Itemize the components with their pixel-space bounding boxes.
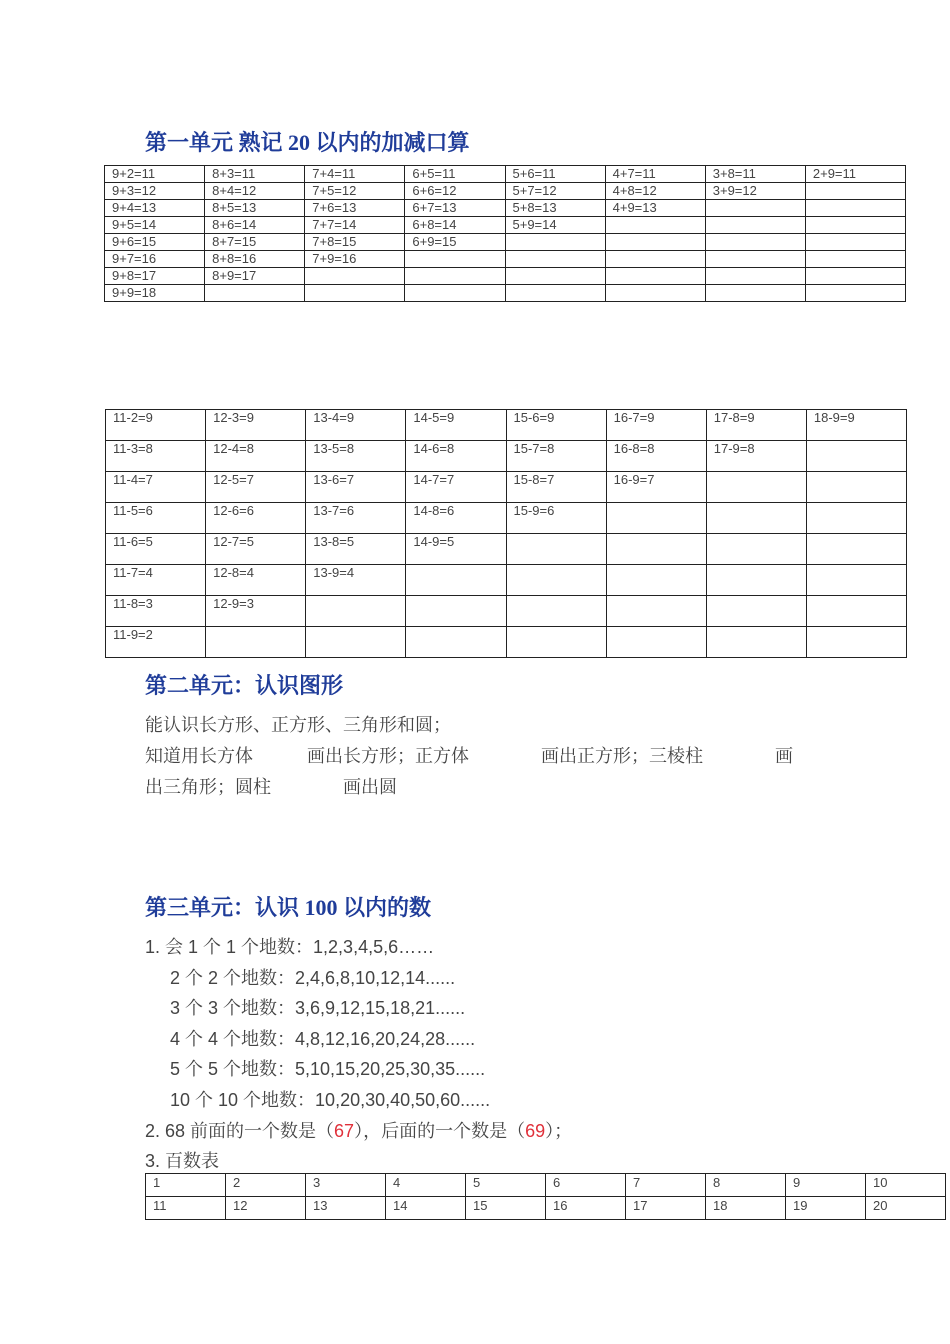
table-cell: 8+4=12 (205, 183, 305, 200)
count-line-3: 3 个 3 个地数：3,6,9,12,15,18,21...... (170, 998, 466, 1018)
table-cell: 13-9=4 (306, 565, 406, 596)
table-cell: 14-9=5 (406, 534, 506, 565)
unit2-line-3: 出三角形；圆柱 画出圆 (145, 777, 397, 798)
table-cell: 7+8=15 (305, 234, 405, 251)
table-cell: 13 (306, 1197, 386, 1220)
table-cell (705, 285, 805, 302)
table-cell: 13-5=8 (306, 441, 406, 472)
table-cell: 4 (386, 1174, 466, 1197)
table-cell: 14-7=7 (406, 472, 506, 503)
table-cell: 16-8=8 (606, 441, 706, 472)
count-line-1: 1. 会 1 个 1 个地数：1,2,3,4,5,6…… (145, 937, 435, 957)
table-cell (706, 472, 806, 503)
q2-answer-after: 69 (525, 1121, 546, 1141)
table-cell: 11-8=3 (106, 596, 206, 627)
table-cell: 11 (146, 1197, 226, 1220)
table-cell: 8+3=11 (205, 166, 305, 183)
table-cell: 14 (386, 1197, 466, 1220)
table-cell: 6+8=14 (405, 217, 505, 234)
table-cell: 11-4=7 (106, 472, 206, 503)
table-cell: 11-2=9 (106, 410, 206, 441)
table-cell: 12-9=3 (206, 596, 306, 627)
count-line-2: 2 个 2 个地数：2,4,6,8,10,12,14...... (170, 968, 456, 988)
table-cell: 12-3=9 (206, 410, 306, 441)
table-cell: 5+9=14 (505, 217, 605, 234)
subtraction-row (106, 441, 907, 472)
table-cell (805, 183, 905, 200)
table-cell: 8+9=17 (205, 268, 305, 285)
table-cell: 3+9=12 (705, 183, 805, 200)
table-cell: 3 (306, 1174, 386, 1197)
table-cell: 9 (786, 1174, 866, 1197)
table-cell: 15-7=8 (506, 441, 606, 472)
addition-row (105, 166, 906, 183)
unit2-line-2: 知道用长方体 画出长方形；正方体 画出正方形；三棱柱 画 (145, 746, 793, 767)
table-cell (506, 627, 606, 658)
table-cell (205, 285, 305, 302)
table-cell (705, 200, 805, 217)
table-cell: 10 (866, 1174, 946, 1197)
table-cell: 6+7=13 (405, 200, 505, 217)
addition-row (105, 251, 906, 268)
table-cell: 13-6=7 (306, 472, 406, 503)
table-cell: 7+7=14 (305, 217, 405, 234)
table-cell: 8+5=13 (205, 200, 305, 217)
question-3-label: 3. 百数表 (145, 1151, 220, 1171)
table-cell (706, 596, 806, 627)
hundred-chart-row (146, 1197, 946, 1220)
table-cell: 3+8=11 (705, 166, 805, 183)
table-cell (605, 285, 705, 302)
table-cell (505, 285, 605, 302)
table-cell: 13-4=9 (306, 410, 406, 441)
table-cell (506, 534, 606, 565)
table-cell (406, 596, 506, 627)
table-cell: 15-9=6 (506, 503, 606, 534)
table-cell (705, 268, 805, 285)
table-cell: 9+4=13 (105, 200, 205, 217)
hundred-chart-row (146, 1174, 946, 1197)
table-cell: 5+6=11 (505, 166, 605, 183)
table-cell: 9+3=12 (105, 183, 205, 200)
table-cell (705, 251, 805, 268)
table-cell (606, 565, 706, 596)
table-cell (805, 217, 905, 234)
table-cell: 9+2=11 (105, 166, 205, 183)
table-cell (306, 627, 406, 658)
table-cell: 16 (546, 1197, 626, 1220)
table-cell (806, 534, 906, 565)
table-cell: 1 (146, 1174, 226, 1197)
table-cell (605, 251, 705, 268)
q2-answer-before: 67 (334, 1121, 355, 1141)
table-cell (405, 285, 505, 302)
addition-row (105, 183, 906, 200)
table-cell (705, 217, 805, 234)
table-cell: 18 (706, 1197, 786, 1220)
table-cell (605, 234, 705, 251)
q2-middle: ），后面的一个数是（ (354, 1121, 526, 1141)
table-cell (806, 596, 906, 627)
count-line-5: 5 个 5 个地数：5,10,15,20,25,30,35...... (170, 1059, 486, 1079)
table-cell (805, 285, 905, 302)
table-cell: 4+7=11 (605, 166, 705, 183)
table-cell: 9+7=16 (105, 251, 205, 268)
table-cell (806, 565, 906, 596)
question-2 (145, 1117, 572, 1143)
table-cell (505, 251, 605, 268)
table-cell: 8+8=16 (205, 251, 305, 268)
table-cell (305, 268, 405, 285)
subtraction-row (106, 534, 907, 565)
table-cell: 11-7=4 (106, 565, 206, 596)
table-cell (706, 627, 806, 658)
table-cell: 14-5=9 (406, 410, 506, 441)
unit2-heading: 第二单元：认识图形 (145, 673, 344, 698)
table-cell (605, 217, 705, 234)
table-cell (805, 268, 905, 285)
q2-suffix: ）； (545, 1121, 573, 1141)
table-cell: 14-8=6 (406, 503, 506, 534)
table-cell: 9+5=14 (105, 217, 205, 234)
table-cell (706, 534, 806, 565)
table-cell: 2 (226, 1174, 306, 1197)
subtraction-row (106, 596, 907, 627)
table-cell (305, 285, 405, 302)
table-cell: 6+5=11 (405, 166, 505, 183)
table-cell: 15 (466, 1197, 546, 1220)
table-cell (506, 596, 606, 627)
table-cell: 8+6=14 (205, 217, 305, 234)
table-cell (806, 441, 906, 472)
table-cell: 7+5=12 (305, 183, 405, 200)
addition-row (105, 285, 906, 302)
table-cell (505, 234, 605, 251)
table-cell: 9+8=17 (105, 268, 205, 285)
table-cell: 6+6=12 (405, 183, 505, 200)
table-cell (406, 565, 506, 596)
table-cell: 13-7=6 (306, 503, 406, 534)
table-cell: 9+6=15 (105, 234, 205, 251)
table-cell: 7+9=16 (305, 251, 405, 268)
table-cell: 6 (546, 1174, 626, 1197)
subtraction-row (106, 472, 907, 503)
table-cell: 12 (226, 1197, 306, 1220)
subtraction-table (105, 409, 907, 658)
table-cell: 20 (866, 1197, 946, 1220)
table-cell: 12-6=6 (206, 503, 306, 534)
table-cell: 16-7=9 (606, 410, 706, 441)
table-cell: 12-8=4 (206, 565, 306, 596)
subtraction-row (106, 410, 907, 441)
table-cell (605, 268, 705, 285)
table-cell (805, 200, 905, 217)
subtraction-row (106, 503, 907, 534)
table-cell (606, 503, 706, 534)
count-line-6: 10 个 10 个地数：10,20,30,40,50,60...... (170, 1090, 491, 1110)
table-cell: 11-6=5 (106, 534, 206, 565)
table-cell (506, 565, 606, 596)
table-cell: 13-8=5 (306, 534, 406, 565)
table-cell: 19 (786, 1197, 866, 1220)
table-cell: 18-9=9 (806, 410, 906, 441)
table-cell: 14-6=8 (406, 441, 506, 472)
table-cell: 7+6=13 (305, 200, 405, 217)
unit1-heading: 第一单元 熟记 20 以内的加减口算 (145, 130, 470, 155)
table-cell (505, 268, 605, 285)
table-cell (805, 251, 905, 268)
table-cell (806, 503, 906, 534)
subtraction-row (106, 565, 907, 596)
table-cell: 15-8=7 (506, 472, 606, 503)
table-cell (806, 472, 906, 503)
table-cell: 12-4=8 (206, 441, 306, 472)
q2-prefix: 2. 68 前面的一个数是（ (145, 1121, 335, 1141)
table-cell (806, 627, 906, 658)
table-cell: 11-9=2 (106, 627, 206, 658)
addition-row (105, 200, 906, 217)
table-cell (606, 534, 706, 565)
table-cell: 12-5=7 (206, 472, 306, 503)
table-cell: 8+7=15 (205, 234, 305, 251)
table-cell: 15-6=9 (506, 410, 606, 441)
hundred-chart-table (145, 1173, 946, 1220)
addition-row (105, 217, 906, 234)
table-cell (606, 627, 706, 658)
table-cell: 4+9=13 (605, 200, 705, 217)
table-cell: 5 (466, 1174, 546, 1197)
table-cell (306, 596, 406, 627)
table-cell (706, 503, 806, 534)
addition-table (104, 165, 906, 302)
table-cell: 11-3=8 (106, 441, 206, 472)
unit2-line-1: 能认识长方形、正方形、三角形和圆； (145, 715, 451, 736)
addition-row (105, 268, 906, 285)
table-cell: 8 (706, 1174, 786, 1197)
table-cell: 17-9=8 (706, 441, 806, 472)
table-cell (805, 234, 905, 251)
table-cell (405, 251, 505, 268)
table-cell: 17 (626, 1197, 706, 1220)
table-cell: 4+8=12 (605, 183, 705, 200)
addition-row (105, 234, 906, 251)
table-cell: 12-7=5 (206, 534, 306, 565)
table-cell: 16-9=7 (606, 472, 706, 503)
table-cell: 5+8=13 (505, 200, 605, 217)
table-cell: 6+9=15 (405, 234, 505, 251)
table-cell (706, 565, 806, 596)
table-cell: 11-5=6 (106, 503, 206, 534)
table-cell: 17-8=9 (706, 410, 806, 441)
table-cell: 9+9=18 (105, 285, 205, 302)
count-line-4: 4 个 4 个地数：4,8,12,16,20,24,28...... (170, 1029, 476, 1049)
unit3-heading: 第三单元：认识 100 以内的数 (145, 895, 432, 920)
table-cell: 7+4=11 (305, 166, 405, 183)
table-cell (705, 234, 805, 251)
table-cell (206, 627, 306, 658)
table-cell: 2+9=11 (805, 166, 905, 183)
table-cell (606, 596, 706, 627)
table-cell (406, 627, 506, 658)
subtraction-row (106, 627, 907, 658)
table-cell: 7 (626, 1174, 706, 1197)
table-cell: 5+7=12 (505, 183, 605, 200)
table-cell (405, 268, 505, 285)
